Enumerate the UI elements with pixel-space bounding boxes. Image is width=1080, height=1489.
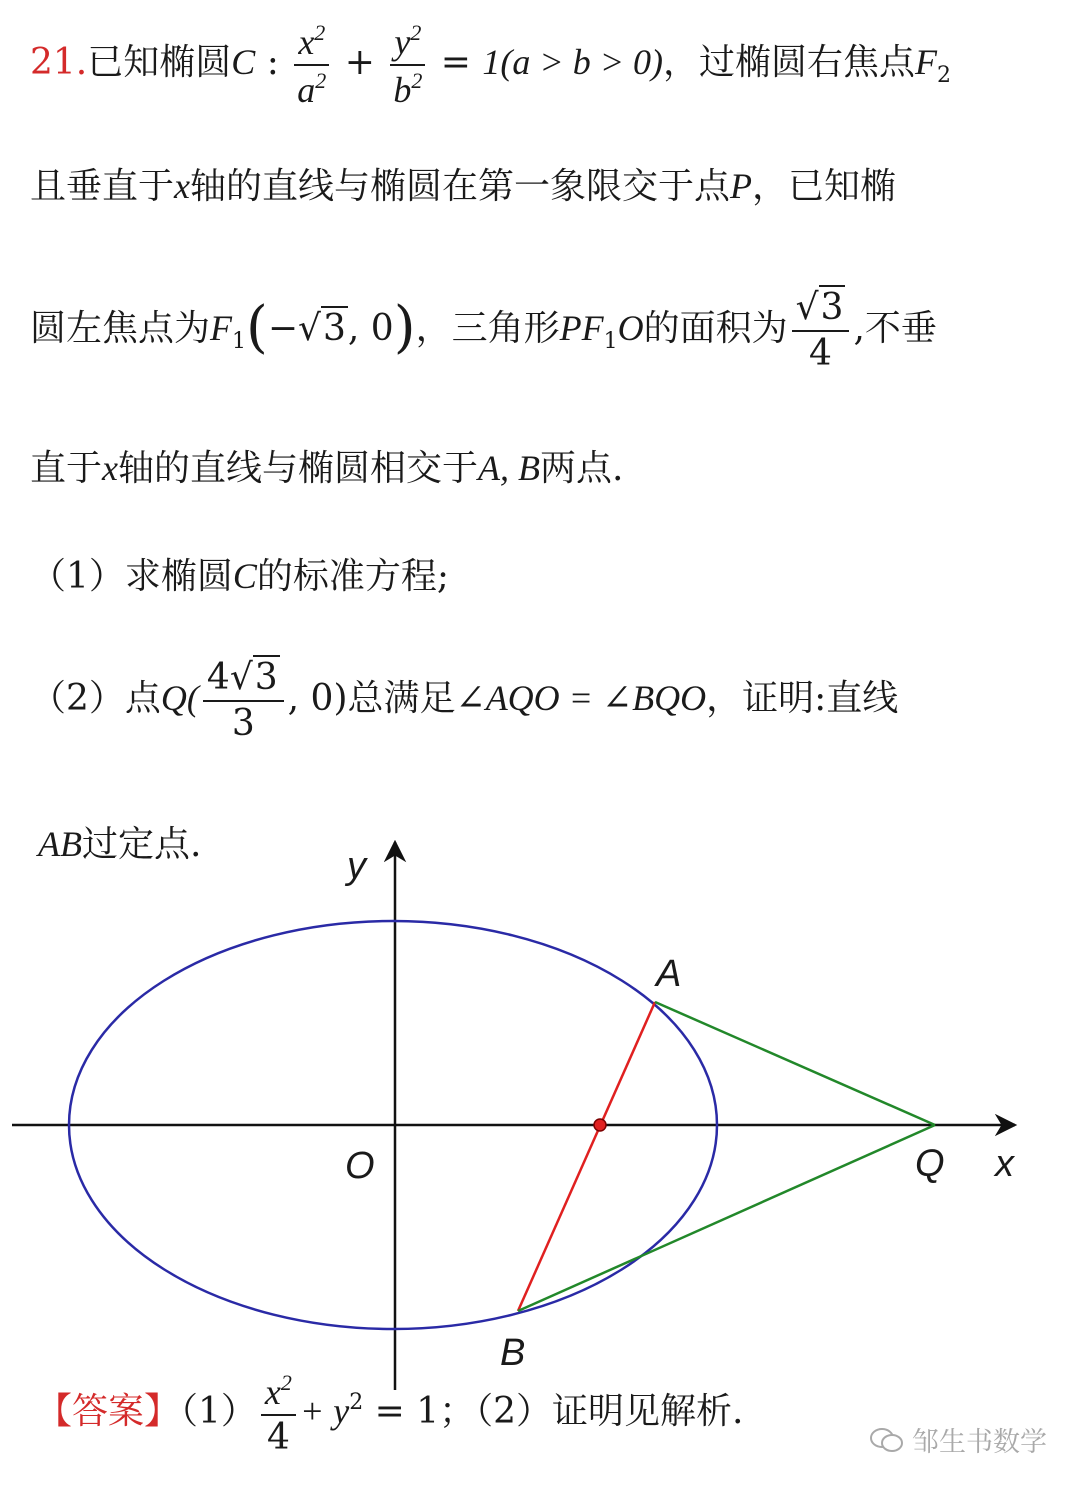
problem-line-1: 21.已知椭圆C : $\frac{x^2}{a^2}$ + $\frac{y^2}{b^2}$ = 1(a > b > 0)，过椭圆右焦点$F_2$ [30,20,951,110]
math-plus-y: + y [299,1391,350,1431]
text-segment: 且垂直于 [30,166,175,207]
text-segment: 圆左焦点为 [30,308,211,349]
math-angles: ∠AQO = ∠BQO [455,678,707,718]
text-segment: 的标准方程; [256,556,450,597]
math-A-B: A, B [478,448,540,488]
math-condition: 1(a > b > 0) [482,42,663,82]
label-y: y [347,845,366,887]
wechat-icon [870,1427,904,1453]
text-segment: 的面积为 [643,308,788,349]
text-segment: （1）求椭圆 [30,556,233,597]
math-x: x [174,166,190,206]
answer-fraction: $\frac{x^2}{4}$ [261,1372,296,1456]
segment-AQ [655,1002,935,1125]
chord-AB [518,1002,655,1311]
text-segment: = 1；（2）证明见解析. [363,1391,744,1432]
math-F2: F [914,42,937,82]
math-P: P [730,166,753,206]
label-O: O [345,1145,375,1187]
fraction-4sqrt3-over-3: $\frac{4√3}{3}$ [203,660,284,742]
math-F1: F [210,308,233,348]
text-segment: 已知椭圆 [87,42,232,83]
text-segment: 轴的直线与椭圆相交于 [118,448,479,489]
text-segment: 轴的直线与椭圆在第一象限交于点 [190,166,731,207]
text-segment: , 0 [347,308,394,349]
text-segment: 总满足 [347,678,456,719]
label-x: x [995,1143,1014,1185]
math-C: C [231,42,256,82]
text-segment: （1） [180,1391,257,1432]
answer-line: 【答案】（1） $\frac{x^2}{4}$ + $y^2 = 1$；（2）证明见解析. [36,1370,744,1458]
label-B: B [500,1332,526,1374]
answer-bracket: 【答案】 [36,1391,181,1432]
problem-number: 21. [30,42,88,83]
math-PF: PF [559,308,604,348]
label-Q: Q [915,1143,945,1185]
text-segment: 直于 [30,448,103,489]
text-segment: ，三角形 [415,308,560,349]
minus-sign: − [267,308,299,349]
text-segment: ，证明:直线 [706,678,899,719]
fraction-sqrt3-over-4: $\frac{√3}{4}$ [792,290,850,372]
text-segment: 两点. [540,448,624,489]
text-segment: ,不垂 [853,308,937,349]
fixed-point [594,1119,606,1131]
subscript-1: 1 [232,329,247,354]
text-colon: : [255,42,291,83]
text-segment: 过定点. [81,824,202,865]
math-C: C [232,556,257,596]
text-segment: , 0) [287,678,348,719]
label-A: A [656,953,682,995]
subscript-2: 2 [936,63,951,88]
watermark-text: 邹生书数学 [912,1427,1047,1458]
fraction-y2-b2: $\frac{y^2}{b^2}$ [390,22,425,108]
problem-line-3: 圆左焦点为$F_1(-√3$, 0)，三角形$PF_1O$的面积为 $\frac{√3}{4}$ ,不垂 [30,287,937,374]
fraction-x2-a2: $\frac{x^2}{a^2}$ [294,22,329,108]
subscript-1: 1 [603,329,618,354]
math-x: x [102,448,118,488]
segment-BQ [518,1125,935,1311]
math-AB: AB [38,824,82,864]
text-segment: ，已知椭 [752,166,897,207]
math-Q: Q( [160,678,199,718]
watermark [870,1420,1047,1459]
math-O: O [617,308,644,348]
sqrt-3: 3 [323,308,346,349]
text-segment: ，过椭圆右焦点 [662,42,915,83]
text-segment: （2）点 [30,678,161,719]
